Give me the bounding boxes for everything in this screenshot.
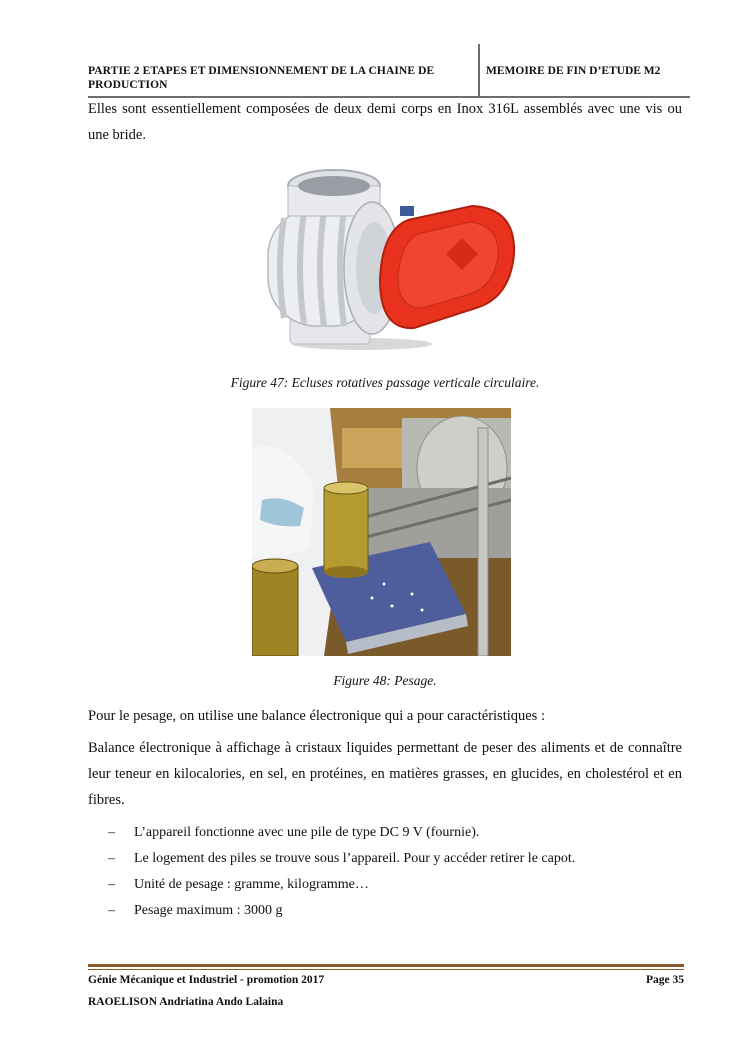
list-item-text: L’appareil fonctionne avec une pile de type DC 9 V (fournie).	[134, 825, 480, 840]
list-item	[108, 898, 688, 924]
bullet-dash: –	[108, 851, 115, 866]
header-chapter-title: PARTIE 2 ETAPES ET DIMENSIONNEMENT DE LA CHAINE DE PRODUCTION	[88, 65, 435, 91]
list-item	[108, 846, 688, 872]
balance-characteristics-list	[108, 820, 688, 924]
footer-page-number: Page 35	[645, 974, 684, 986]
header-document-title: MEMOIRE DE FIN D’ETUDE M2	[486, 65, 661, 77]
list-item-text: Pesage maximum : 3000 g	[134, 903, 283, 918]
bullet-dash: –	[108, 877, 115, 892]
header-divider	[478, 44, 480, 98]
page-header	[88, 44, 690, 98]
footer-rule-thick	[88, 964, 684, 967]
footer-program: Génie Mécanique et Industriel - promotion 2017	[88, 974, 325, 986]
footer-rule-thin	[88, 969, 684, 970]
weighing-photo	[252, 408, 511, 656]
list-item	[108, 872, 688, 898]
bullet-dash: –	[108, 825, 115, 840]
intro-paragraph: Elles sont essentiellement composées de deux demi corps en Inox 316L assemblés avec une vis ou une bride.	[88, 101, 682, 143]
footer-author: RAOELISON Andriatina Ando Lalaina	[88, 996, 284, 1008]
bullet-dash: –	[108, 903, 115, 918]
list-item-text: Le logement des piles se trouve sous l’appareil. Pour y accéder retirer le capot.	[134, 851, 576, 866]
figure-48-caption: Figure 48: Pesage.	[333, 673, 437, 688]
figure-47-caption: Figure 47: Ecluses rotatives passage verticale circulaire.	[230, 375, 540, 390]
list-item	[108, 820, 688, 846]
list-item-text: Unité de pesage : gramme, kilogramme…	[134, 877, 369, 892]
rotary-valve-figure	[262, 168, 522, 354]
balance-description-paragraph: Balance électronique à affichage à cristaux liquides permettant de peser des aliments et de connaître leur teneur en kilocalories, en sel, en protéines, en matières grasses, en glucides, en cholestérol et en fibres.	[88, 740, 682, 808]
pesage-intro-paragraph: Pour le pesage, on utilise une balance électronique qui a pour caractéristiques :	[88, 708, 545, 724]
